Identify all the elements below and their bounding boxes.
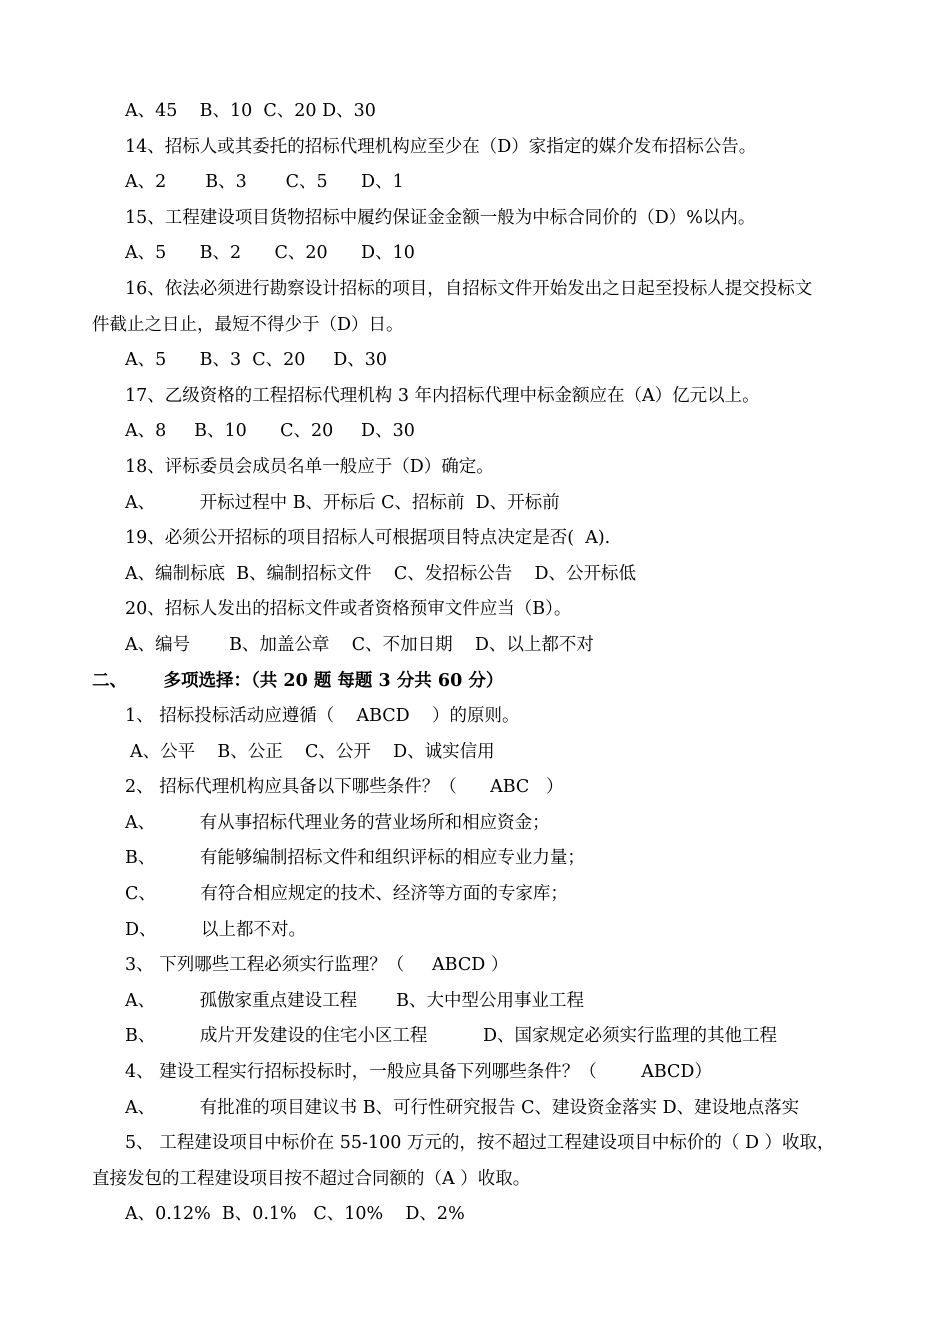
option-line: A、5 B、2 C、20 D、10 bbox=[125, 243, 415, 264]
section-heading: 二、 多项选择：（共 20 题 每题 3 分共 60 分） bbox=[92, 670, 504, 691]
option-line: A、0.12% B、0.1% C、10% D、2% bbox=[125, 1204, 465, 1225]
question-line: 1、 招标投标活动应遵循（ ABCD ）的原则。 bbox=[125, 706, 520, 727]
option-line: A、 有从事招标代理业务的营业场所和相应资金； bbox=[125, 812, 550, 833]
question-line: 5、 工程建设项目中标价在 55-100 万元的，按不超过工程建设项目中标价的（ D ）收取， bbox=[125, 1133, 835, 1154]
option-line: A、2 B、3 C、5 D、1 bbox=[125, 172, 404, 193]
option-line: A、编制标底 B、编制招标文件 C、发招标公告 D、公开标低 bbox=[125, 563, 637, 584]
question-line: 16、依法必须进行勘察设计招标的项目，自招标文件开始发出之日起至投标人提交投标文 bbox=[125, 278, 813, 299]
option-line: C、 有符合相应规定的技术、经济等方面的专家库； bbox=[125, 884, 568, 905]
option-line: A、 孤傲家重点建设工程 B、大中型公用事业工程 bbox=[125, 990, 584, 1011]
question-line: 18、评标委员会成员名单一般应于（D）确定。 bbox=[125, 456, 494, 477]
continuation-line: 直接发包的工程建设项目按不超过合同额的（A ）收取。 bbox=[92, 1168, 531, 1189]
option-line: B、 成片开发建设的住宅小区工程 D、国家规定必须实行监理的其他工程 bbox=[125, 1026, 778, 1047]
option-line: A、8 B、10 C、20 D、30 bbox=[125, 421, 415, 442]
question-line: 2、 招标代理机构应具备以下哪些条件？（ ABC ） bbox=[125, 777, 564, 798]
question-line: 3、 下列哪些工程必须实行监理？（ ABCD ） bbox=[125, 955, 509, 976]
option-line: B、 有能够编制招标文件和组织评标的相应专业力量； bbox=[125, 848, 585, 869]
option-line: D、 以上都不对。 bbox=[125, 919, 307, 940]
question-line: 19、必须公开招标的项目招标人可根据项目特点决定是否( A). bbox=[125, 528, 611, 549]
continuation-line: 件截止之日止，最短不得少于（D）日。 bbox=[92, 314, 404, 335]
question-line: 14、招标人或其委托的招标代理机构应至少在（D）家指定的媒介发布招标公告。 bbox=[125, 136, 757, 157]
document-page bbox=[0, 94, 950, 1233]
question-line: 17、乙级资格的工程招标代理机构 3 年内招标代理中标金额应在（A）亿元以上。 bbox=[125, 385, 760, 406]
question-line: 4、 建设工程实行招标投标时，一般应具备下列哪些条件？（ ABCD） bbox=[125, 1062, 712, 1083]
question-line: 15、工程建设项目货物招标中履约保证金金额一般为中标合同价的（D）%以内。 bbox=[125, 207, 756, 228]
question-line: 20、招标人发出的招标文件或者资格预审文件应当（B）。 bbox=[125, 599, 572, 620]
option-line: A、45 B、10 C、20 D、30 bbox=[125, 101, 376, 121]
option-line: A、 开标过程中 B、开标后 C、招标前 D、开标前 bbox=[125, 492, 560, 513]
option-line: A、 有批准的项目建议书 B、可行性研究报告 C、建设资金落实 D、建设地点落实 bbox=[125, 1097, 800, 1118]
option-line: A、编号 B、加盖公章 C、不加日期 D、以上都不对 bbox=[125, 634, 594, 655]
option-line: A、5 B、3 C、20 D、30 bbox=[125, 350, 388, 371]
option-line: A、公平 B、公正 C、公开 D、诚实信用 bbox=[130, 741, 495, 762]
